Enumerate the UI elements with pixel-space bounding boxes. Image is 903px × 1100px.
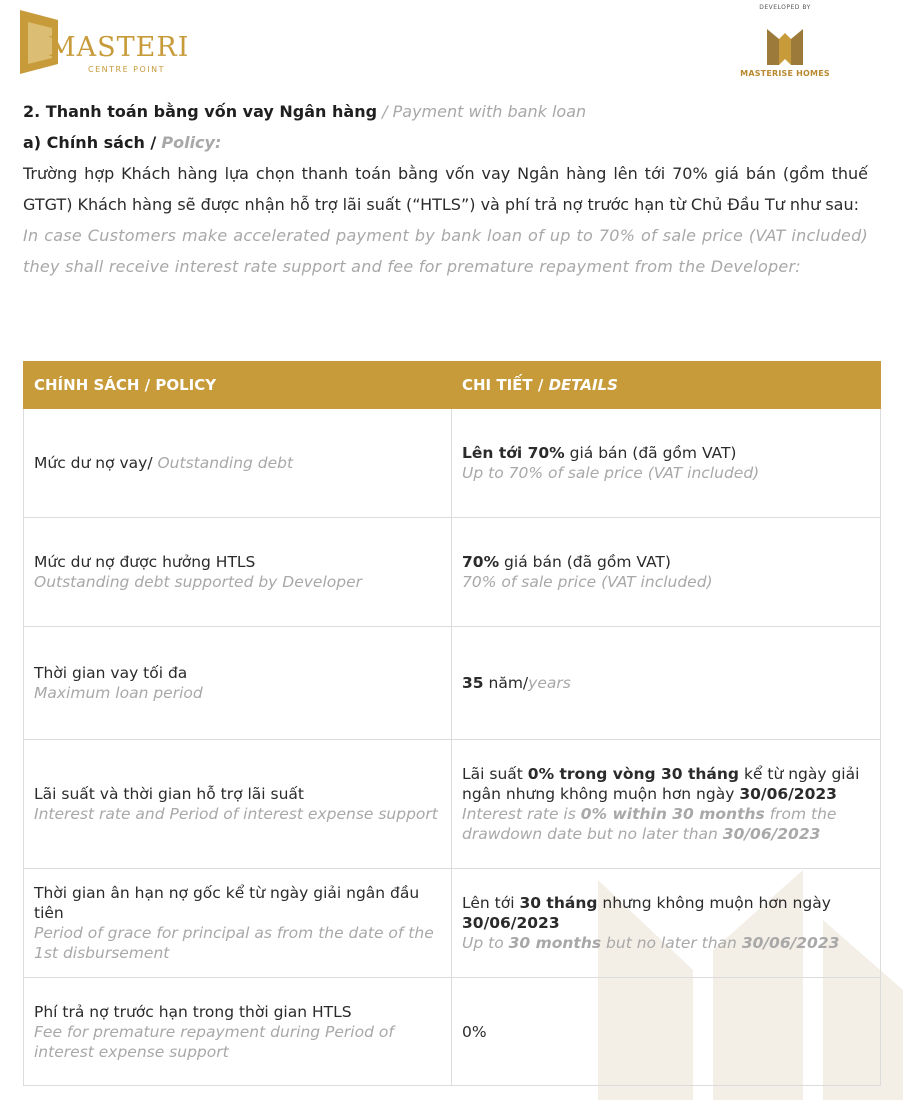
- policy-cell: Mức dư nợ vay/ Outstanding debt: [24, 409, 452, 518]
- policy-cell: Thời gian ân hạn nợ gốc kể từ ngày giải ngân đầu tiên Period of grace for principal as from the date of the 1st disbursement: [24, 869, 452, 978]
- table-row: [24, 978, 881, 1086]
- policy-cell: Phí trả nợ trước hạn trong thời gian HTLS Fee for premature repayment during Period of interest expense support: [24, 978, 452, 1086]
- table-row: [24, 627, 881, 740]
- details-cell: Lên tới 70% giá bán (đã gồm VAT) Up to 70% of sale price (VAT included): [452, 409, 881, 518]
- policy-table: [23, 361, 881, 1086]
- details-cell: 70% giá bán (đã gồm VAT) 70% of sale price (VAT included): [452, 518, 881, 627]
- masterise-logo-icon: [765, 25, 805, 65]
- details-cell: 35 năm/years: [452, 627, 881, 740]
- table-row: [24, 740, 881, 869]
- section-title: 2. Thanh toán bằng vốn vay Ngân hàng / Payment with bank loan: [23, 102, 587, 121]
- masterise-homes-logo: [730, 4, 840, 88]
- details-cell: Lên tới 30 tháng nhưng không muộn hơn ngày 30/06/2023 Up to 30 months but no later than 30/06/2023: [452, 869, 881, 978]
- table-row: [24, 518, 881, 627]
- policy-cell: Lãi suất và thời gian hỗ trợ lãi suất Interest rate and Period of interest expense support: [24, 740, 452, 869]
- table-header-row: [24, 362, 881, 409]
- intro-paragraph-vn: Trường hợp Khách hàng lựa chọn thanh toán bằng vốn vay Ngân hàng lên tới 70% giá bán (gồm thuế GTGT) Khách hàng sẽ được nhận hỗ trợ lãi suất (“HTLS”) và phí trả nợ trước hạn từ Chủ Đầu Tư như sau:: [23, 164, 868, 214]
- details-cell: Lãi suất 0% trong vòng 30 tháng kể từ ngày giải ngân nhưng không muộn hơn ngày 30/06/2023 Interest rate is 0% within 30 months from the drawdown date but no later than 30/06/2023: [452, 740, 881, 869]
- header-details: CHI TIẾT / DETAILS: [452, 362, 881, 409]
- header-policy: CHÍNH SÁCH / POLICY: [24, 362, 452, 409]
- brand-right-name: MASTERISE HOMES: [740, 69, 830, 78]
- section-subtitle: a) Chính sách / Policy:: [23, 133, 222, 152]
- details-cell: 0%: [452, 978, 881, 1086]
- developed-by-label: DEVELOPED BY: [759, 4, 811, 11]
- policy-cell: Mức dư nợ được hưởng HTLS Outstanding debt supported by Developer: [24, 518, 452, 627]
- intro-section: [23, 96, 868, 282]
- brand-left-sub: CENTRE POINT: [88, 65, 166, 74]
- intro-paragraph-en: In case Customers make accelerated payment by bank loan of up to 70% of sale price (VAT included) they shall receive interest rate support and fee for premature repayment from the Developer:: [23, 226, 868, 276]
- masteri-centre-point-logo: [18, 8, 188, 78]
- brand-left-name: MASTERI: [48, 32, 190, 63]
- policy-cell: Thời gian vay tối đa Maximum loan period: [24, 627, 452, 740]
- table-row: [24, 409, 881, 518]
- table-row: [24, 869, 881, 978]
